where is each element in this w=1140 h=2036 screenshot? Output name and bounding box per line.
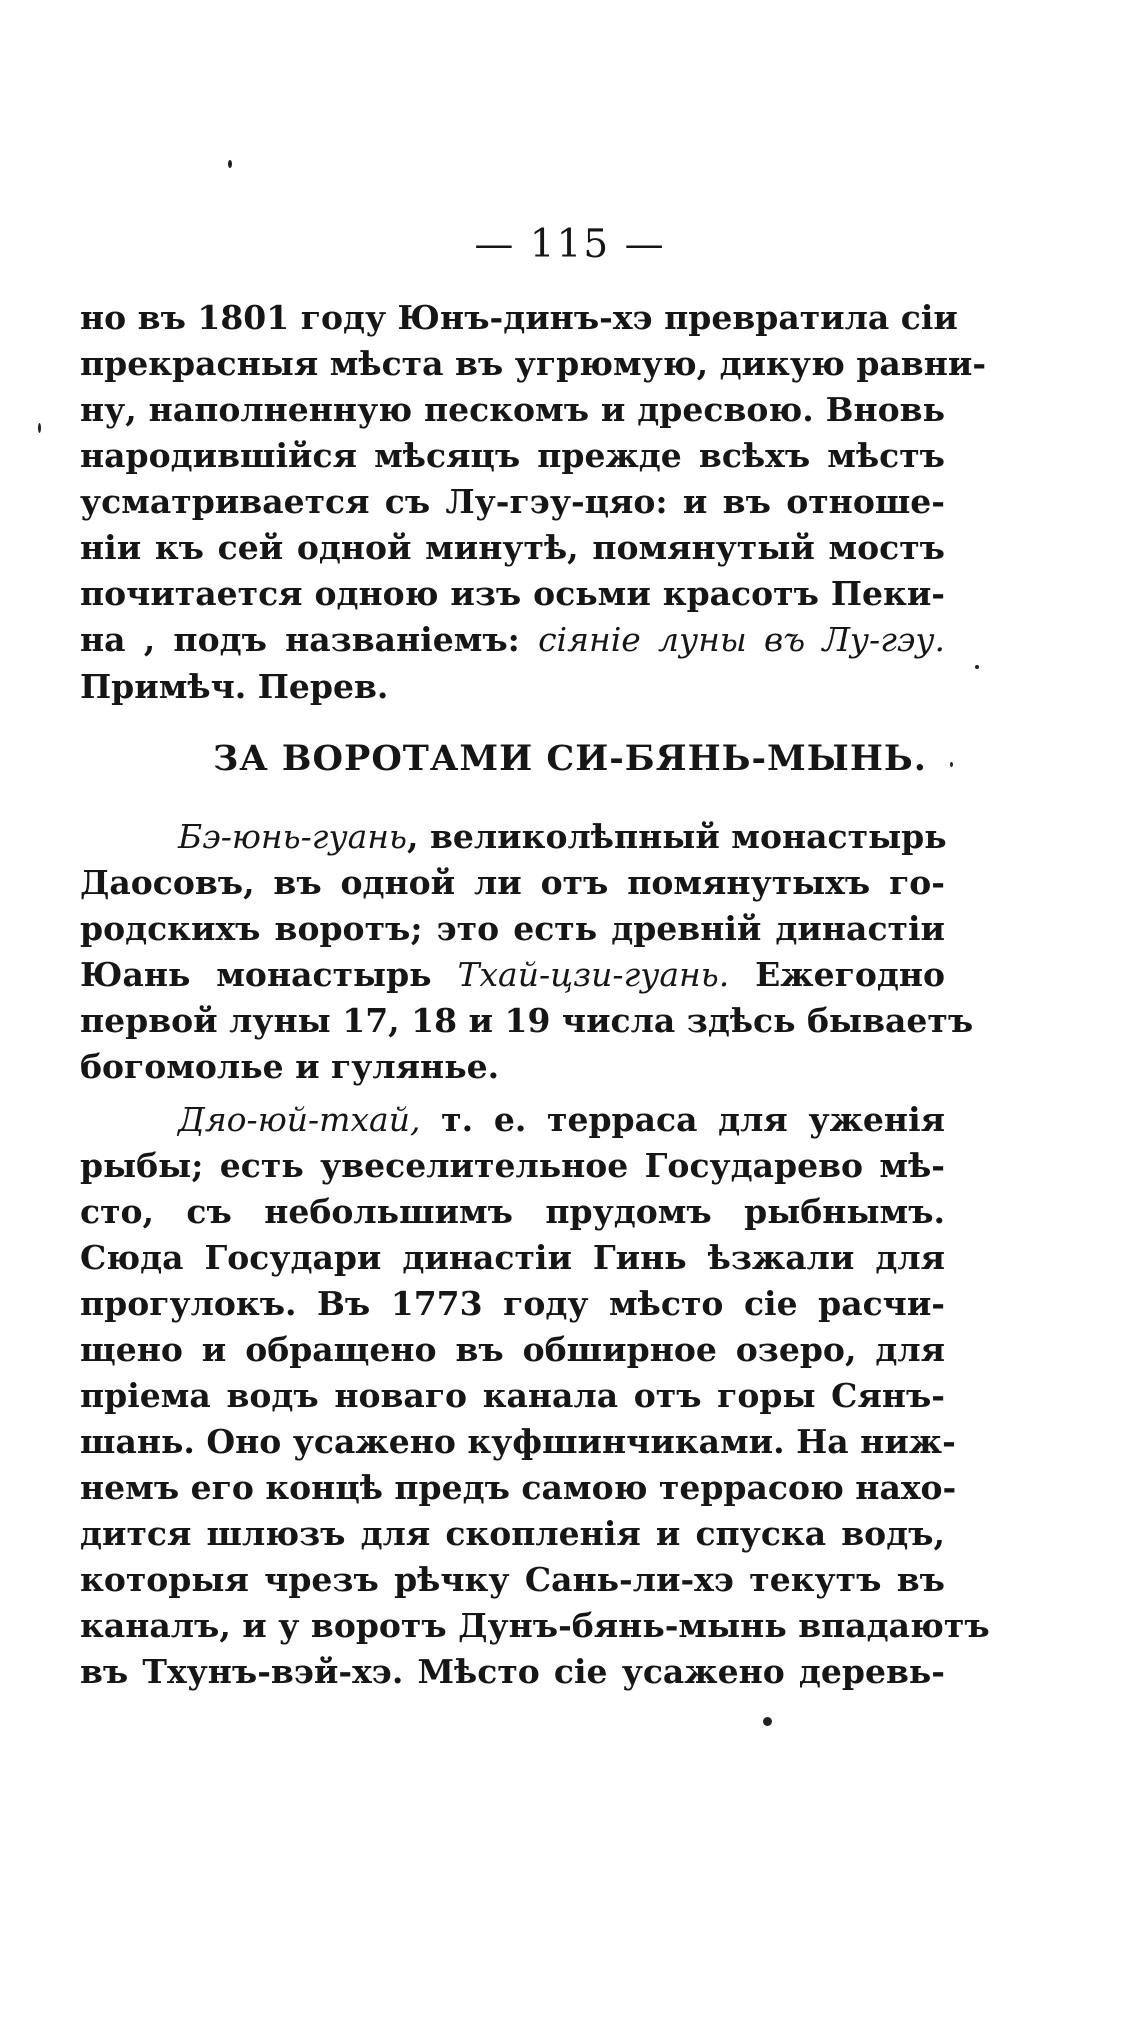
paragraph-line bbox=[178, 1097, 945, 1143]
page-number: — 115 — bbox=[474, 222, 666, 267]
paragraph-line: каналъ, и у воротъ Дунъ-бянь-мынь впадаютъ bbox=[80, 1606, 990, 1645]
paragraph-line: въ Тхунъ-вэй-хэ. Мѣсто сіе усажено деревь- bbox=[80, 1652, 945, 1691]
paragraph-text: , великолѣпный монастырь bbox=[407, 817, 947, 856]
paragraph-line: шань. Оно усажено куфшинчиками. На ниж- bbox=[80, 1422, 956, 1461]
ink-speck bbox=[38, 423, 41, 433]
paragraph-line: которыя чрезъ рѣчку Сань-ли-хэ текутъ въ bbox=[80, 1560, 945, 1599]
note-line: почитается одною изъ осьми красотъ Пеки- bbox=[80, 574, 945, 613]
paragraph-line: первой луны 17, 18 и 19 числа здѣсь бываетъ bbox=[80, 1001, 974, 1040]
note-line: ну, наполненную пескомъ и дресвою. Вновь bbox=[80, 390, 945, 429]
paragraph-line: богомолье и гулянье. bbox=[80, 1047, 500, 1086]
paragraph-line: сто, съ небольшимъ прудомъ рыбнымъ. bbox=[80, 1192, 945, 1231]
paragraph-line: рыбы; есть увеселительное Государево мѣ- bbox=[80, 1146, 945, 1185]
ink-speck bbox=[975, 665, 979, 669]
ink-speck bbox=[228, 160, 232, 168]
paragraph-line: Даосовъ, въ одной ли отъ помянутыхъ го- bbox=[80, 863, 945, 902]
paragraph-line: прогулокъ. Въ 1773 году мѣсто сіе расчи- bbox=[80, 1284, 945, 1323]
paragraph-text: Юань монастырь bbox=[80, 955, 458, 994]
signature-mark bbox=[763, 1717, 772, 1726]
paragraph-line bbox=[80, 952, 945, 998]
paragraph-line: немъ его концѣ предъ самою террасою нахо- bbox=[80, 1468, 957, 1507]
paragraph-text: т. е. терраса для уженія bbox=[420, 1100, 945, 1139]
paragraph-line: щено и обращено въ обширное озеро, для bbox=[80, 1330, 945, 1369]
section-heading: ЗА ВОРОТАМИ СИ-БЯНЬ-МЫНЬ. bbox=[213, 738, 927, 779]
ink-speck bbox=[950, 762, 953, 767]
term-italic: Тхай-цзи-гуань. bbox=[457, 955, 730, 994]
paragraph-text: Ежегодно bbox=[729, 955, 945, 994]
note-line bbox=[80, 617, 945, 663]
note-line-text: на , подъ названіемъ: bbox=[80, 620, 539, 659]
paragraph-line bbox=[178, 814, 945, 860]
note-line: но въ 1801 году Юнъ-динъ-хэ превратила сіи bbox=[80, 298, 958, 337]
paragraph-line: пріема водъ новаго канала отъ горы Сянъ- bbox=[80, 1376, 945, 1415]
note-line-italic: сіяніе луны въ Лу-гэу. bbox=[538, 620, 945, 659]
paragraph-line: родскихъ воротъ; это есть древній династіи bbox=[80, 909, 945, 948]
paragraph-line: дится шлюзъ для скопленія и спуска водъ, bbox=[80, 1514, 945, 1553]
note-attribution: Примѣч. Перев. bbox=[80, 667, 389, 706]
term-italic: Дяо-юй-тхай, bbox=[178, 1100, 421, 1139]
note-line: прекрасныя мѣста въ угрюмую, дикую равни- bbox=[80, 344, 987, 383]
note-line: ніи къ сей одной минутѣ, помянутый мостъ bbox=[80, 528, 945, 567]
paragraph-line: Сюда Государи династіи Гинь ѣзжали для bbox=[80, 1238, 945, 1277]
note-line: усматривается съ Лу-гэу-цяо: и въ отноше- bbox=[80, 482, 945, 521]
note-line: народившійся мѣсяцъ прежде всѣхъ мѣстъ bbox=[80, 436, 945, 475]
term-italic: Бэ-юнь-гуань bbox=[178, 817, 407, 856]
